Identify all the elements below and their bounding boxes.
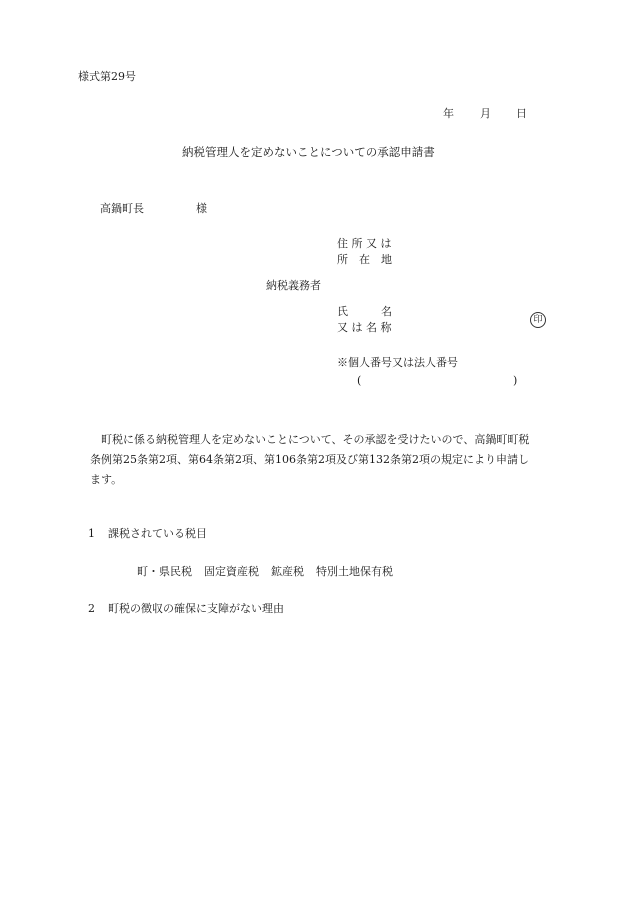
id-number-close-paren: ) (513, 374, 518, 387)
date-day: 日 (516, 107, 527, 120)
item-2-number: 2 (88, 602, 95, 615)
id-number-label: ※個人番号又は法人番号 (337, 356, 458, 369)
address-label-2: 所 在 地 (337, 253, 392, 266)
name-label-1: 氏 名 (337, 305, 392, 318)
tax-type-list (137, 563, 393, 579)
id-number-open-paren: ( (357, 374, 362, 387)
date-month: 月 (480, 107, 491, 120)
tax-type: 固定資産税 (204, 565, 259, 578)
date-year: 年 (443, 107, 454, 120)
item-1-number: 1 (88, 527, 95, 540)
taxpayer-label: 納税義務者 (266, 279, 321, 292)
seal-icon: 印 (530, 312, 546, 328)
item-2-label: 町税の徴収の確保に支障がない理由 (108, 602, 284, 615)
addressee-honorific: 様 (196, 202, 207, 215)
tax-type: 鉱産税 (271, 565, 304, 578)
tax-type: 町・県民税 (137, 565, 192, 578)
form-number: 様式第29号 (78, 70, 136, 83)
document-title: 納税管理人を定めないことについての承認申請書 (182, 145, 435, 159)
item-1-label: 課税されている税目 (108, 527, 207, 540)
name-label-2: 又 は 名 称 (337, 321, 392, 334)
tax-type: 特別土地保有税 (316, 565, 393, 578)
application-statement: 町税に係る納税管理人を定めないことについて、その承認を受けたいので、高鍋町町税条例第25条第2項、第64条第2項、第106条第2項及び第132条第2項の規定により申請します。 (90, 433, 530, 486)
addressee-name: 高鍋町長 (100, 202, 144, 215)
address-label-1: 住 所 又 は (337, 237, 392, 250)
